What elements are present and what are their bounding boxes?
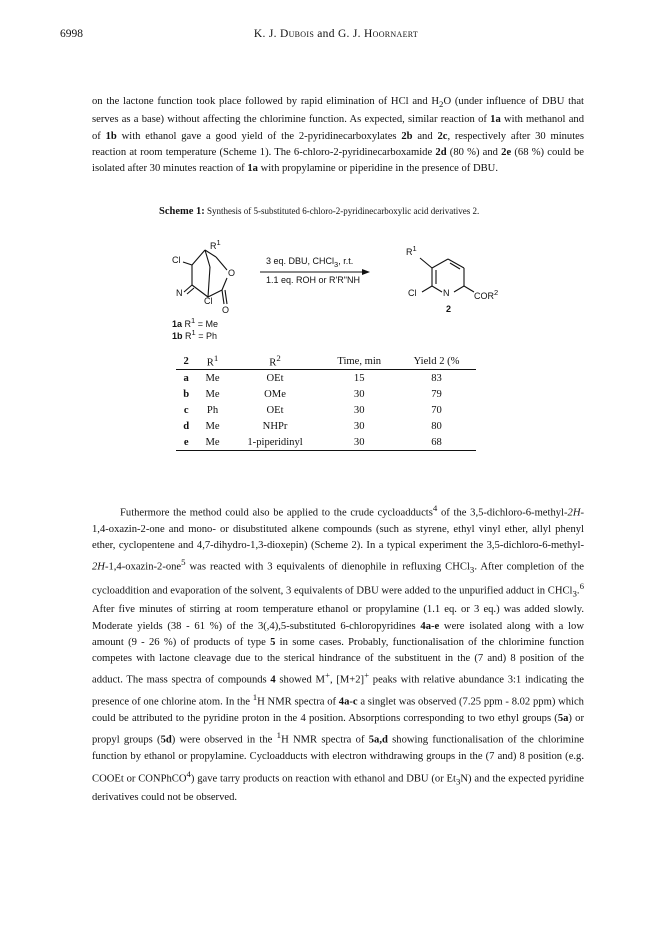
atom-label: Cl: [204, 296, 213, 306]
author2-initials: G. J.: [337, 28, 365, 40]
table-cell: 68: [431, 436, 442, 448]
compound-ref: 5: [270, 636, 276, 648]
compound-ref: 4a-e: [420, 620, 440, 632]
atom-label: Cl: [408, 288, 417, 298]
table-row: [176, 370, 476, 387]
paragraph-2: [92, 500, 584, 806]
table-cell: a: [183, 372, 189, 384]
table-cell: e: [183, 436, 189, 448]
text: N) and the expected pyridine derivatives could not be observed.: [92, 773, 584, 803]
column-header: [176, 353, 196, 370]
text: a singlet was observed (7.25 ppm - 8.02 ppm) which could be attributed to the pyridine proton in the 4 position. Absorptions corresponding to two ethyl groups (: [92, 696, 584, 725]
bond: [192, 250, 205, 265]
text: showing functionalisation of the chlorimine function by ethanol or propylamine. Cycloadducts with electron withdrawing groups in the (7 and) 8 position (e.g. COOEt or CONPhCO: [92, 734, 584, 785]
text: were isolated along with a low amount (9 - 26 %) of products of type: [92, 620, 584, 648]
results-table: [176, 353, 476, 451]
text: = Ph: [195, 331, 217, 341]
compound-ref: 5a,d: [368, 734, 388, 746]
superscript: 1: [276, 730, 282, 741]
table-cell: 1-piperidinyl: [247, 436, 303, 448]
superscript: 1: [191, 316, 196, 325]
text: showed M: [275, 675, 325, 687]
compound-ref: 1a: [247, 163, 258, 175]
header-text: R: [269, 357, 277, 369]
table-cell: 70: [431, 404, 442, 416]
bond: [208, 267, 210, 297]
text: (68 %) could be isolated after 30 minutes reaction of: [92, 147, 584, 175]
compound-ref: 2c: [437, 130, 448, 142]
caption-label: Scheme 1:: [159, 206, 205, 217]
arrow-head: [362, 269, 370, 275]
superscript: 1: [412, 244, 417, 253]
text: After five minutes of stirring at room temperature ethanol or propylamine (1.1 eq. or 3 eq.) was added slowly. Moderate yields (38 - 61 %) of the 3(,4),5-substituted 6-chloropyridines: [92, 604, 584, 632]
footnote-ref: 6: [579, 581, 584, 592]
bond: [222, 290, 224, 304]
text: ) were observed in the: [171, 734, 277, 746]
text: ) or propyl groups (: [92, 713, 584, 746]
table-cell: 15: [353, 372, 365, 384]
text: , r.t.: [338, 256, 354, 266]
caption-text: Synthesis of 5-substituted 6-chloro-2-pyridinecarboxylic acid derivatives 2.: [204, 206, 480, 216]
running-header: [0, 28, 672, 40]
bond: [222, 278, 227, 290]
text: = Me: [195, 319, 218, 329]
footnote-ref: 5: [181, 557, 186, 568]
compound-ref: 1a: [172, 319, 183, 329]
paragraph-1: [92, 94, 584, 178]
table-row: [176, 434, 476, 451]
table-cell: Me: [205, 372, 220, 384]
table-cell: OEt: [266, 404, 284, 416]
product-label: 2: [446, 304, 452, 314]
subscript: 3: [334, 259, 339, 269]
text: .: [576, 585, 580, 597]
bond: [450, 263, 460, 269]
atom-label: R: [406, 247, 413, 257]
table-row: [176, 418, 476, 434]
header-text: 2: [183, 355, 189, 367]
atom-label: Cl: [172, 255, 181, 265]
bond: [183, 262, 192, 265]
compound-ref: 4a-c: [338, 696, 358, 708]
atom-label: N: [176, 288, 183, 298]
compound-ref: 1b: [105, 130, 117, 142]
table-cell: 79: [431, 388, 442, 400]
table-header-row: [176, 353, 476, 370]
subscript: 2: [439, 99, 444, 110]
bond: [432, 259, 448, 268]
table-cell: Me: [205, 436, 220, 448]
bond: [454, 286, 464, 292]
table-cell: d: [183, 420, 190, 432]
text: with ethanol gave a good yield of the 2-pyridinecarboxylates: [116, 130, 402, 142]
page-number: 6998: [60, 28, 83, 40]
column-header: [229, 353, 322, 370]
substituent-label: [210, 238, 221, 251]
text: of the 3,5-dichloro-6-methyl-: [437, 507, 568, 519]
compound-ref: 1a: [490, 114, 501, 126]
text: H NMR spectra of: [257, 696, 339, 708]
bond: [464, 286, 474, 292]
superscript: 2: [494, 288, 499, 297]
column-header: Yield 2 (%: [413, 355, 460, 367]
table-cell: 30: [353, 420, 365, 432]
table-cell: 83: [431, 372, 442, 384]
table-cell: b: [183, 388, 190, 400]
superscript: 1: [213, 353, 219, 364]
compound-ref: 5a: [557, 713, 569, 725]
table-cell: c: [183, 404, 189, 416]
table-cell: 80: [431, 420, 442, 432]
text: R: [182, 331, 192, 341]
atom-label: R: [210, 241, 217, 251]
product-cor2: [474, 288, 498, 301]
bond: [432, 286, 442, 292]
author1-initials: K. J.: [253, 28, 280, 40]
column-header: Time, min: [337, 355, 382, 367]
compound-ref: 2d: [435, 147, 447, 158]
text: , respectively after 30 minutes reaction at room temperature (Scheme 1). The 6-chloro-2-pyridinecarboxamide: [92, 130, 584, 158]
author1-surname: Dubois: [279, 28, 315, 40]
table-cell: Me: [205, 420, 220, 432]
table-row: [176, 402, 476, 418]
text: on the lactone function took place followed by rapid elimination of HCl and H: [92, 96, 440, 107]
superscript: 1: [252, 692, 258, 703]
bond: [216, 257, 227, 270]
text: -1,4-oxazin-2-one: [104, 561, 182, 573]
header-text: R: [206, 357, 214, 369]
reagent-top: [266, 256, 353, 269]
text: Futhermore the method could also be applied to the crude cycloadducts: [120, 507, 433, 519]
atom-label: COR: [474, 291, 494, 301]
superscript: +: [364, 670, 370, 681]
reaction-scheme: [150, 232, 530, 342]
table-cell: OEt: [266, 372, 284, 384]
header-conjunction: and: [314, 28, 338, 40]
text: in some cases. Probably, functionalisation of the chlorimine function competes with lactone cleavage due to the sterical hindrance of the substituent in the (7 and) 8 position of the adduct. The mass spectra of compounds: [92, 636, 584, 687]
label-1b: [172, 328, 217, 341]
subscript: 3: [572, 589, 577, 599]
compound-ref: 2e: [501, 147, 512, 158]
superscript: 1: [191, 328, 196, 337]
text: was reacted with 3 equivalents of dienophile in refluxing CHCl: [185, 561, 470, 573]
scheme-caption: [159, 206, 479, 217]
atom-label: O: [222, 305, 230, 315]
italic-text: 2H: [92, 561, 105, 573]
text: O (under influence of DBU that serves as a base) without affecting the chlorimine function. As expected, similar reaction of: [92, 96, 584, 126]
text: peaks with relative abundance 3:1 indicating the presence of one chlorine atom. In the: [92, 675, 584, 708]
column-header: [196, 353, 228, 370]
text: H NMR spectra of: [281, 734, 369, 746]
text: , [M+2]: [329, 675, 365, 687]
text: with methanol and of: [92, 114, 584, 142]
text: and: [412, 130, 438, 142]
text: -1,4-oxazin-2-one and mono- or disubstituted alkene compounds (such as styrene, ethyl vinyl ether, allyl phenyl ether, cyclopentene and 4,7-dihydro-1,3-dioxepin) (Scheme 2). In a typical experiment the 3,5-dichloro-6-methyl-: [92, 507, 585, 552]
bond: [420, 258, 432, 268]
compound-ref: 2b: [401, 130, 413, 142]
atom-label: N: [443, 288, 450, 298]
compound-ref: 1b: [172, 331, 183, 341]
text: ) gave tarry products on reaction with ethanol and DBU (or Et: [190, 773, 456, 785]
table-cell: 30: [353, 388, 365, 400]
superscript: 2: [276, 353, 281, 364]
table-row: [176, 386, 476, 402]
bond: [422, 286, 432, 292]
bond: [225, 290, 227, 304]
atom-label: O: [228, 268, 236, 278]
author2-surname: Hoornaert: [364, 28, 419, 40]
reagent-bottom: 1.1 eq. ROH or R'R"NH: [266, 275, 360, 285]
compound-ref: 4: [270, 675, 276, 687]
text: R: [182, 319, 192, 329]
table-cell: Me: [205, 388, 220, 400]
table-cell: NHPr: [262, 420, 288, 432]
italic-text: 2H: [567, 507, 581, 519]
text: with propylamine or piperidine in the presence of DBU.: [257, 163, 498, 175]
table-cell: 30: [353, 404, 365, 416]
superscript: 1: [216, 238, 221, 247]
footnote-ref: 4: [186, 768, 191, 779]
table-cell: 30: [353, 436, 365, 448]
footnote-ref: 4: [432, 503, 438, 513]
subscript: 3: [469, 565, 475, 576]
superscript: +: [324, 670, 330, 681]
text: (80 %) and: [446, 147, 502, 158]
table-cell: OMe: [264, 388, 286, 400]
compound-ref: 5d: [160, 734, 172, 746]
text: . After completion of the cycloaddition and evaporation of the solvent, 3 equivalents of DBU were added to the unpurified adduct in CHCl: [92, 561, 584, 597]
text: 3 eq. DBU, CHCl: [266, 256, 335, 266]
product-substituent: [406, 244, 417, 257]
table-cell: Ph: [206, 404, 219, 416]
subscript: 3: [455, 776, 461, 787]
